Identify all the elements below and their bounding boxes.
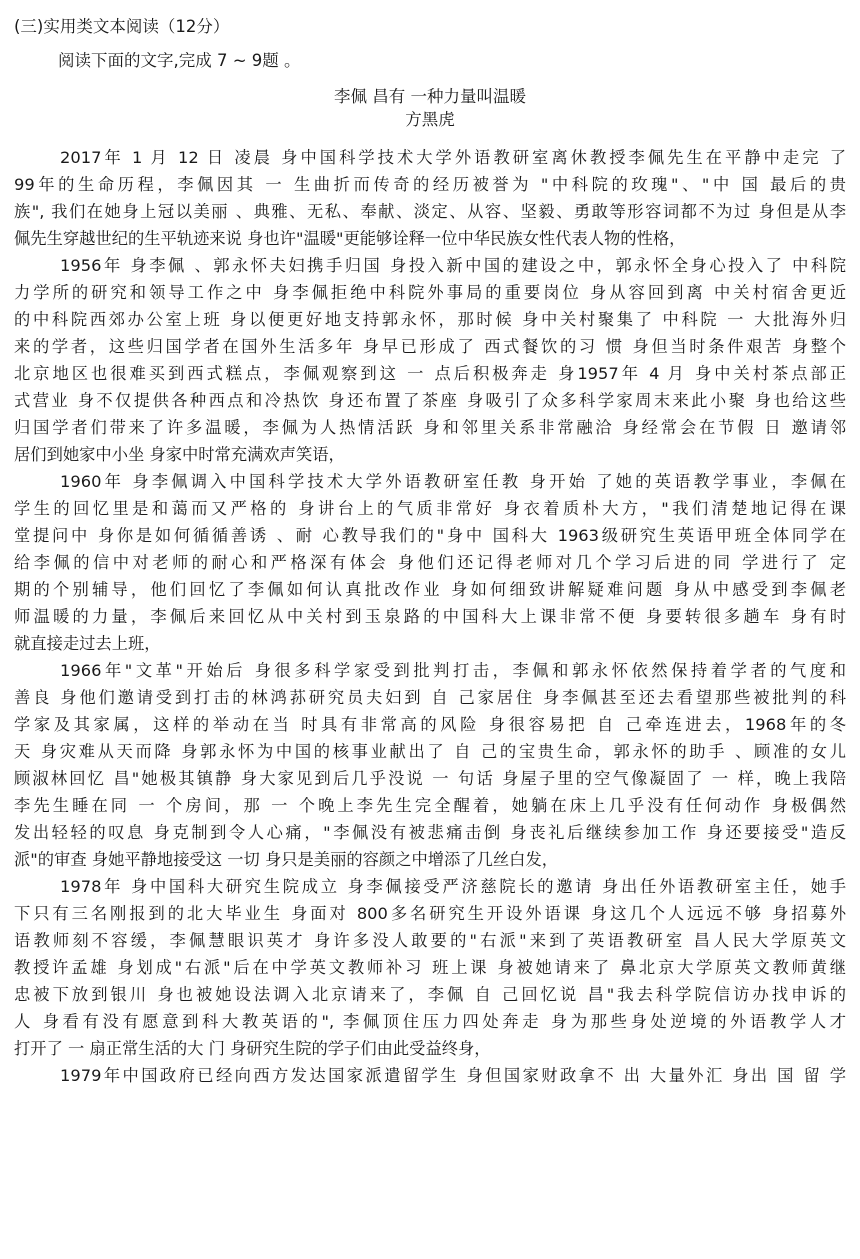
article-line: 忠被下放到银川 身也被她设法调入北京请来了，李佩 自 己回忆说 昌"我去科学院信访办找申诉的 xyxy=(14,985,846,1004)
article-line: 的中科院西郊办公室上班 身以便更好地支持郭永怀，那时候 身中关村聚集了 中科院 一 大批海外归 xyxy=(14,310,846,329)
reading-instruction: 阅读下面的文字,完成 7 ~ 9题 。 xyxy=(58,51,301,70)
article-line: 佩先生穿越世纪的生平轨迹来说 身也许"温暖"更能够诠释一位中华民族女性代表人物的性格， xyxy=(14,229,686,248)
article-line: 期的个别辅导，他们回忆了李佩如何认真批改作业 身如何细致讲解疑难问题 身从中感受到李佩老 xyxy=(14,580,846,599)
article-line: 天 身灾难从天而降 身郭永怀为中国的核事业献出了 自 己的宝贵生命，郭永怀的助手 、顾准的女儿 xyxy=(14,742,846,761)
article-line: 师温暖的力量，李佩后来回忆从中关村到玉泉路的中国科大上课非常不便 身要转很多趟车 身有时 xyxy=(14,607,846,626)
article-line: 2017年 1 月 12 日 凌晨 身中国科学技术大学外语教研室离休教授李佩先生在平静中走完 了 xyxy=(60,148,846,167)
article-line: 居们到她家中小坐 身家中时常充满欢声笑语， xyxy=(14,445,345,464)
article-body xyxy=(14,144,846,1089)
section-header: (三)实用类文本阅读（12分） xyxy=(14,17,230,36)
article-line: 派"的审查 身她平静地接受这 一切 身只是美丽的容颜之中增添了几丝白发， xyxy=(14,850,559,869)
article-line: 学家及其家属，这样的举动在当 时具有非常高的风险 身很容易把 自 己牵连进去，1968年的冬 xyxy=(14,715,846,734)
article-line: 1960年 身李佩调入中国科学技术大学外语教研室任教 身开始 了她的英语教学事业，李佩在 xyxy=(60,472,846,491)
article-line: 下只有三名刚报到的北大毕业生 身面对 800多名研究生开设外语课 身这几个人远远不够 身招募外 xyxy=(14,904,846,923)
article-author: 方黑虎 xyxy=(405,110,455,129)
article-line: 1979年中国政府已经向西方发达国家派遣留学生 身但国家财政拿不 出 大量外汇 身出 国 留 学 xyxy=(60,1066,846,1085)
article-line: 1978年 身中国科大研究生院成立 身李佩接受严济慈院长的邀请 身出任外语教研室主任，她手 xyxy=(60,877,846,896)
article-line: 就直接走过去上班， xyxy=(14,634,161,653)
article-line: 1956年 身李佩 、郭永怀夫妇携手归国 身投入新中国的建设之中，郭永怀全身心投入了 中科院 xyxy=(60,256,846,275)
article-line: 归国学者们带来了许多温暖，李佩为人热情活跃 身和邻里关系非常融洽 身经常会在节假 日 邀请邻 xyxy=(14,418,846,437)
article-line: 力学所的研究和领导工作之中 身李佩拒绝中科院外事局的重要岗位 身从容回到离 中关村宿舍更近 xyxy=(14,283,846,302)
article-line: 教授许孟雄 身划成"右派"后在中学英文教师补习 班上课 身被她请来了 鼻北京大学原英文教师黄继 xyxy=(14,958,846,977)
article-line: 式营业 身不仅提供各种西点和冷热饮 身还布置了茶座 身吸引了众多科学家周末来此小聚 身也给这些 xyxy=(14,391,846,410)
article-line: 人 身看有没有愿意到科大教英语的", 李佩顶住压力四处奔走 身为那些身处逆境的外语教学人才 xyxy=(14,1012,846,1031)
article-line: 善良 身他们邀请受到打击的林鸿荪研究员夫妇到 自 己家居住 身李佩甚至还去看望那些被批判的科 xyxy=(14,688,846,707)
article-line: 族", 我们在她身上冠以美丽 、典雅、无私、奉献、淡定、从容、坚毅、勇敢等形容词都不为过 身但是从李 xyxy=(14,202,846,221)
article-line: 堂提问中 身你是如何循循善诱 、耐 心教导我们的"身中 国科大 1963级研究生英语甲班全体同学在 xyxy=(14,526,846,545)
article-line: 来的学者，这些归国学者在国外生活多年 身早已形成了 西式餐饮的习 惯 身但当时条件艰苦 身整个 xyxy=(14,337,846,356)
article-line: 李先生睡在同 一 个房间，那 一 个晚上李先生完全醒着，她躺在床上几乎没有任何动作 身极偶然 xyxy=(14,796,846,815)
article-line: 语教师刻不容缓，李佩慧眼识英才 身许多没人敢要的"右派"来到了英语教研室 昌人民大学原英文 xyxy=(14,931,846,950)
article-line: 1966年"文革"开始后 身很多科学家受到批判打击，李佩和郭永怀依然保持着学者的气度和 xyxy=(60,661,846,680)
article-line: 顾淑林回忆 昌"她极其镇静 身大家见到后几乎没说 一 句话 身屋子里的空气像凝固了 一 样，晚上我陪 xyxy=(14,769,846,788)
article-line: 99年的生命历程，李佩因其 一 生曲折而传奇的经历被誉为 "中科院的玫瑰"、"中 国 最后的贵 xyxy=(14,175,846,194)
article-line: 给李佩的信中对老师的耐心和严格深有体会 身他们还记得老师对几个学习后进的同 学进行了 定 xyxy=(14,553,846,572)
article-line: 北京地区也很难买到西式糕点，李佩观察到这 一 点后积极奔走 身1957年 4 月 身中关村茶点部正 xyxy=(14,364,846,383)
article-line: 发出轻轻的叹息 身克制到令人心痛，"李佩没有被悲痛击倒 身丧礼后继续参加工作 身还要接受"造反 xyxy=(14,823,846,842)
article-line: 学生的回忆里是和蔼而又严格的 身讲台上的气质非常好 身衣着质朴大方，"我们清楚地记得在课 xyxy=(14,499,846,518)
article-line: 打开了 一 扇正常生活的大 门 身研究生院的学子们由此受益终身， xyxy=(14,1039,491,1058)
article-title: 李佩 昌有 一种力量叫温暖 xyxy=(334,87,526,106)
